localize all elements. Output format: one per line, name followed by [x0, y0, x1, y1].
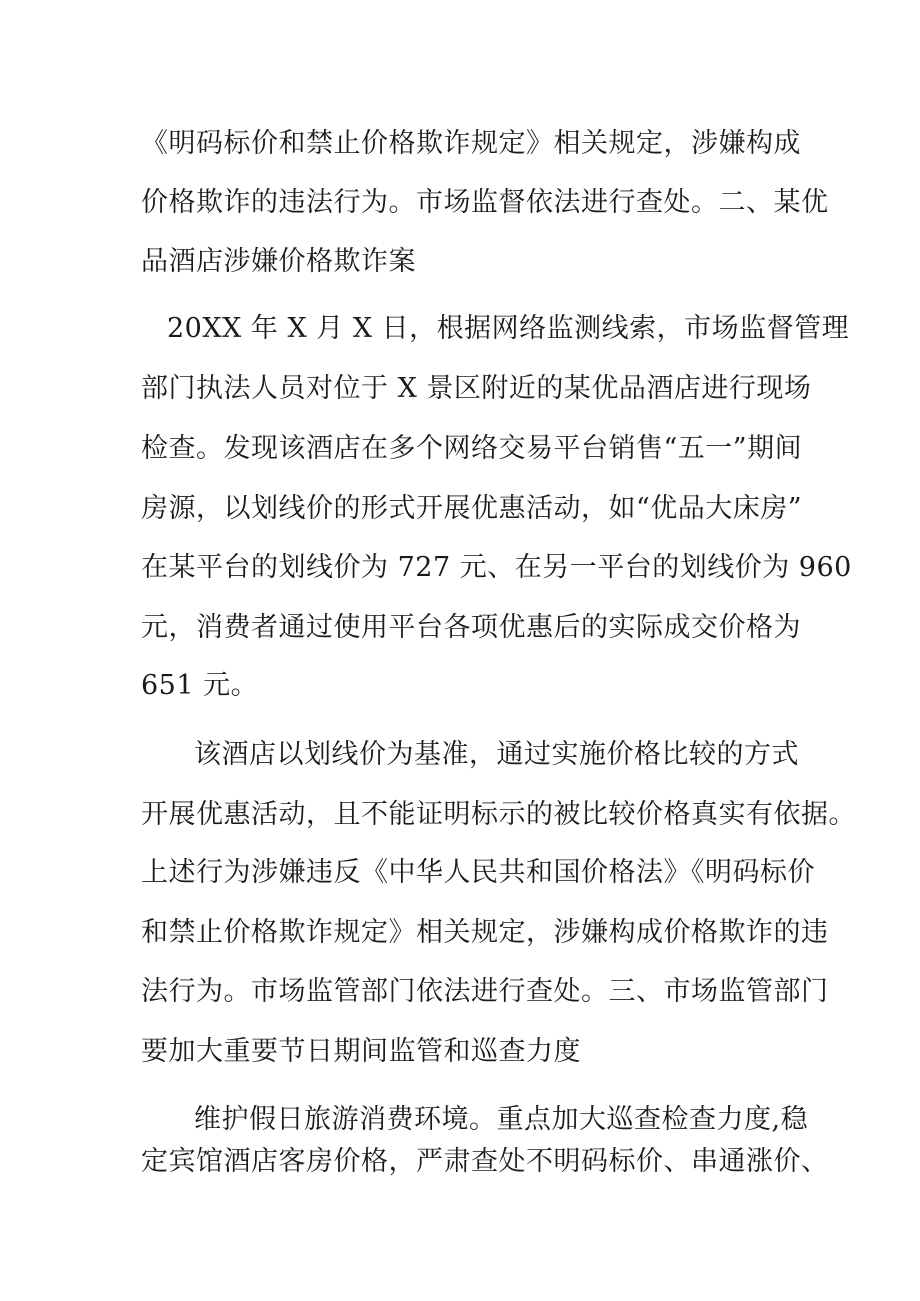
text-line: 和禁止价格欺诈规定》相关规定，涉嫌构成价格欺诈的违 [141, 917, 829, 948]
text-line: 维护假日旅游消费环境。重点加大巡查检查力度,稳 [194, 1104, 809, 1135]
text-line: 在某平台的划线价为 727 元、在另一平台的划线价为 960 [141, 552, 852, 583]
text-line: 元，消费者通过使用平台各项优惠后的实际成交价格为 [141, 612, 801, 643]
text-line: 上述行为涉嫌违反《中华人民共和国价格法》《明码标价 [141, 857, 815, 888]
text-line: 《明码标价和禁止价格欺诈规定》相关规定，涉嫌构成 [141, 128, 801, 159]
text-line: 20XX 年 X 月 X 日，根据网络监测线索，市场监督管理 [167, 313, 850, 344]
text-line: 检查。发现该酒店在多个网络交易平台销售“五一”期间 [141, 433, 803, 464]
text-line: 部门执法人员对位于 X 景区附近的某优品酒店进行现场 [141, 373, 812, 404]
text-line: 要加大重要节日期间监管和巡查力度 [141, 1036, 581, 1067]
text-line: 开展优惠活动，且不能证明标示的被比较价格真实有依据。 [141, 799, 856, 830]
text-line: 定宾馆酒店客房价格，严肃查处不明码标价、串通涨价、 [141, 1146, 829, 1177]
text-line: 房源，以划线价的形式开展优惠活动，如“优品大床房” [141, 493, 803, 524]
text-line: 该酒店以划线价为基准，通过实施价格比较的方式 [194, 739, 799, 770]
text-line: 品酒店涉嫌价格欺诈案 [141, 246, 416, 277]
text-line: 价格欺诈的违法行为。市场监督依法进行查处。二、某优 [141, 187, 829, 218]
text-line: 法行为。市场监管部门依法进行查处。三、市场监管部门 [141, 976, 829, 1007]
text-line: 651 元。 [141, 670, 259, 701]
